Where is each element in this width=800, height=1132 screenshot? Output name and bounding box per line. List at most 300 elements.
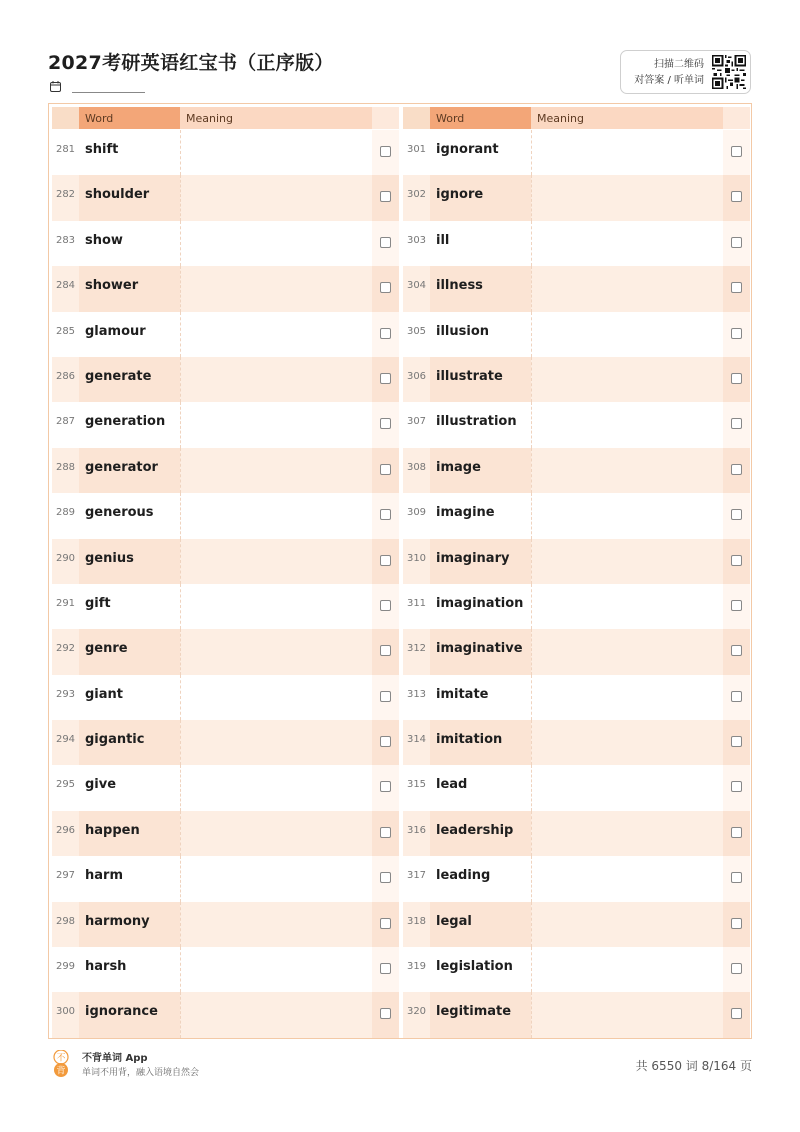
meaning-input[interactable] xyxy=(531,720,723,765)
page-title: 2027考研英语红宝书（正序版） xyxy=(48,52,334,74)
word-cell xyxy=(430,584,531,629)
word-cell xyxy=(79,266,180,311)
check-cell xyxy=(723,312,750,357)
meaning-input[interactable] xyxy=(180,448,372,493)
number-cell xyxy=(403,402,430,447)
entry-word: giant xyxy=(85,686,124,702)
entry-number: 319 xyxy=(406,961,427,973)
meaning-input[interactable] xyxy=(180,130,372,175)
meaning-input[interactable] xyxy=(180,175,372,220)
entry-number: 307 xyxy=(406,416,427,428)
entry-word: imaginative xyxy=(436,641,523,657)
entry-number: 295 xyxy=(55,779,76,791)
meaning-input[interactable] xyxy=(531,221,723,266)
meaning-input[interactable] xyxy=(180,357,372,402)
number-cell xyxy=(403,266,430,311)
entry-word: gift xyxy=(85,595,111,611)
number-cell xyxy=(403,675,430,720)
meaning-input[interactable] xyxy=(180,992,372,1037)
checkbox[interactable] xyxy=(380,691,391,702)
number-cell xyxy=(403,765,430,810)
number-cell xyxy=(52,629,79,674)
check-cell xyxy=(372,992,399,1037)
meaning-input[interactable] xyxy=(180,539,372,584)
word-cell xyxy=(430,175,531,220)
check-cell xyxy=(723,266,750,311)
number-cell xyxy=(403,130,430,175)
checkbox[interactable] xyxy=(380,1008,391,1019)
entry-word: image xyxy=(436,459,481,475)
checkbox[interactable] xyxy=(380,918,391,929)
column-header xyxy=(52,107,399,129)
calendar-icon xyxy=(50,81,61,92)
checkbox[interactable] xyxy=(731,373,742,384)
check-cell xyxy=(372,312,399,357)
number-cell xyxy=(52,221,79,266)
header-word: Word xyxy=(79,107,180,129)
word-cell xyxy=(79,130,180,175)
number-cell xyxy=(403,221,430,266)
entry-word: legislation xyxy=(436,959,513,975)
check-cell xyxy=(372,130,399,175)
meaning-input[interactable] xyxy=(531,765,723,810)
check-cell xyxy=(723,902,750,947)
word-row xyxy=(52,584,399,629)
word-row xyxy=(403,175,750,220)
meaning-input[interactable] xyxy=(531,992,723,1037)
check-cell xyxy=(723,357,750,402)
word-sheet xyxy=(48,103,752,1039)
check-cell xyxy=(723,856,750,901)
check-cell xyxy=(723,402,750,447)
checkbox[interactable] xyxy=(380,328,391,339)
meaning-input[interactable] xyxy=(180,947,372,992)
number-cell xyxy=(52,992,79,1037)
meaning-input[interactable] xyxy=(531,629,723,674)
word-cell xyxy=(430,493,531,538)
number-cell xyxy=(403,312,430,357)
entry-number: 281 xyxy=(55,144,76,155)
checkbox[interactable] xyxy=(380,464,391,475)
check-cell xyxy=(372,402,399,447)
word-row xyxy=(403,765,750,810)
entry-word: genius xyxy=(85,550,134,566)
date-field[interactable] xyxy=(72,92,145,93)
word-row xyxy=(52,130,399,175)
entry-number: 282 xyxy=(55,189,76,201)
word-row xyxy=(52,947,399,992)
number-cell xyxy=(403,539,430,584)
word-row xyxy=(52,312,399,357)
number-cell xyxy=(52,765,79,810)
checkbox[interactable] xyxy=(731,1008,742,1019)
check-cell xyxy=(723,675,750,720)
check-cell xyxy=(372,357,399,402)
checkbox[interactable] xyxy=(731,736,742,747)
meaning-input[interactable] xyxy=(531,493,723,538)
entry-word: ignorance xyxy=(85,1004,158,1020)
word-row xyxy=(403,947,750,992)
entry-word: harmony xyxy=(85,913,150,929)
entry-word: illustrate xyxy=(436,368,503,384)
meaning-input[interactable] xyxy=(531,130,723,175)
entry-number: 316 xyxy=(406,824,427,836)
word-row xyxy=(403,992,750,1037)
word-row xyxy=(52,402,399,447)
meaning-input[interactable] xyxy=(180,856,372,901)
entry-word: generous xyxy=(85,505,154,521)
entry-number: 300 xyxy=(55,1006,76,1018)
checkbox[interactable] xyxy=(380,645,391,656)
word-row xyxy=(403,720,750,765)
word-cell xyxy=(430,448,531,493)
entry-word: generation xyxy=(85,414,166,430)
number-cell xyxy=(52,175,79,220)
entry-number: 311 xyxy=(406,597,427,609)
checkbox[interactable] xyxy=(380,781,391,792)
check-cell xyxy=(372,493,399,538)
checkbox[interactable] xyxy=(731,191,742,202)
entry-number: 290 xyxy=(55,552,76,564)
check-cell xyxy=(372,765,399,810)
meaning-input[interactable] xyxy=(531,856,723,901)
checkbox[interactable] xyxy=(380,237,391,248)
number-cell xyxy=(52,130,79,175)
word-row xyxy=(52,720,399,765)
word-cell xyxy=(430,312,531,357)
checkbox[interactable] xyxy=(380,373,391,384)
entry-word: harsh xyxy=(85,959,127,975)
entry-word: leadership xyxy=(436,822,514,838)
entry-word: gigantic xyxy=(85,732,145,748)
entry-word: shoulder xyxy=(85,187,150,203)
meaning-input[interactable] xyxy=(531,402,723,447)
entry-word: illness xyxy=(436,278,483,294)
meaning-input[interactable] xyxy=(531,539,723,584)
number-cell xyxy=(52,947,79,992)
number-cell xyxy=(52,312,79,357)
word-column-left xyxy=(52,104,399,1038)
entry-word: imagination xyxy=(436,595,524,611)
checkbox[interactable] xyxy=(731,146,742,157)
number-cell xyxy=(403,357,430,402)
word-row xyxy=(52,765,399,810)
entry-word: imitation xyxy=(436,732,503,748)
checkbox[interactable] xyxy=(731,282,742,293)
word-row xyxy=(403,629,750,674)
checkbox[interactable] xyxy=(731,237,742,248)
check-cell xyxy=(372,856,399,901)
entry-word: generate xyxy=(85,368,152,384)
entry-word: imitate xyxy=(436,686,489,702)
number-cell xyxy=(403,811,430,856)
number-cell xyxy=(52,402,79,447)
checkbox[interactable] xyxy=(380,509,391,520)
word-cell xyxy=(430,947,531,992)
word-cell xyxy=(79,357,180,402)
word-row xyxy=(52,675,399,720)
check-cell xyxy=(372,175,399,220)
meaning-input[interactable] xyxy=(180,629,372,674)
number-cell xyxy=(52,266,79,311)
meaning-input[interactable] xyxy=(180,765,372,810)
meaning-input[interactable] xyxy=(180,221,372,266)
check-cell xyxy=(372,629,399,674)
word-row xyxy=(52,856,399,901)
word-cell xyxy=(79,902,180,947)
meaning-input[interactable] xyxy=(180,312,372,357)
meaning-input[interactable] xyxy=(531,448,723,493)
word-row xyxy=(52,811,399,856)
checkbox[interactable] xyxy=(731,464,742,475)
word-cell xyxy=(79,720,180,765)
meaning-input[interactable] xyxy=(531,675,723,720)
number-cell xyxy=(403,992,430,1037)
word-column-right xyxy=(403,104,750,1038)
checkbox[interactable] xyxy=(380,555,391,566)
number-cell xyxy=(52,448,79,493)
check-cell xyxy=(723,992,750,1037)
check-cell xyxy=(372,266,399,311)
entry-number: 304 xyxy=(406,280,427,292)
meaning-input[interactable] xyxy=(531,947,723,992)
word-rows-right xyxy=(403,130,750,1038)
qr-line-2: 对答案 / 听单词 xyxy=(634,75,704,86)
meaning-input[interactable] xyxy=(531,584,723,629)
word-cell xyxy=(79,448,180,493)
number-cell xyxy=(52,357,79,402)
checkbox[interactable] xyxy=(731,509,742,520)
check-cell xyxy=(372,947,399,992)
meaning-input[interactable] xyxy=(531,266,723,311)
entry-word: legal xyxy=(436,913,472,929)
check-cell xyxy=(372,902,399,947)
check-cell xyxy=(723,539,750,584)
word-row xyxy=(52,266,399,311)
entry-word: glamour xyxy=(85,323,146,339)
meaning-input[interactable] xyxy=(180,493,372,538)
entry-number: 302 xyxy=(406,189,427,201)
word-cell xyxy=(430,266,531,311)
entry-number: 299 xyxy=(55,961,76,973)
word-cell xyxy=(430,357,531,402)
word-row xyxy=(403,539,750,584)
checkbox[interactable] xyxy=(380,418,391,429)
number-cell xyxy=(403,493,430,538)
entry-number: 296 xyxy=(55,824,76,836)
entry-number: 317 xyxy=(406,870,427,882)
number-cell xyxy=(52,902,79,947)
entry-word: ignorant xyxy=(436,142,499,157)
word-row xyxy=(403,584,750,629)
entry-number: 284 xyxy=(55,280,76,292)
meaning-input[interactable] xyxy=(180,584,372,629)
entry-word: shower xyxy=(85,278,139,294)
qr-card xyxy=(620,50,751,94)
header-word: Word xyxy=(430,107,531,129)
checkbox[interactable] xyxy=(731,645,742,656)
meaning-input[interactable] xyxy=(531,312,723,357)
word-row xyxy=(403,493,750,538)
meaning-input[interactable] xyxy=(180,811,372,856)
entry-number: 301 xyxy=(406,144,427,155)
entry-number: 305 xyxy=(406,325,427,337)
checkbox[interactable] xyxy=(380,146,391,157)
number-cell xyxy=(403,584,430,629)
meaning-input[interactable] xyxy=(531,175,723,220)
word-cell xyxy=(430,992,531,1037)
checkbox[interactable] xyxy=(731,600,742,611)
entry-number: 294 xyxy=(55,734,76,746)
check-cell xyxy=(723,947,750,992)
entry-number: 297 xyxy=(55,870,76,882)
entry-word: lead xyxy=(436,777,468,793)
logo-text-top: 不 xyxy=(56,1053,66,1064)
word-cell xyxy=(430,539,531,584)
word-cell xyxy=(430,902,531,947)
check-cell xyxy=(372,675,399,720)
entry-number: 283 xyxy=(55,234,76,246)
meaning-input[interactable] xyxy=(531,811,723,856)
checkbox[interactable] xyxy=(731,963,742,974)
checkbox[interactable] xyxy=(380,872,391,883)
entry-number: 314 xyxy=(406,734,427,746)
word-cell xyxy=(79,539,180,584)
qr-code-icon[interactable] xyxy=(712,55,746,89)
checkbox[interactable] xyxy=(731,328,742,339)
word-cell xyxy=(430,675,531,720)
word-cell xyxy=(79,221,180,266)
entry-number: 306 xyxy=(406,370,427,382)
word-row xyxy=(52,175,399,220)
word-cell xyxy=(79,584,180,629)
entry-number: 291 xyxy=(55,597,76,609)
entry-word: ill xyxy=(436,232,450,248)
check-cell xyxy=(372,811,399,856)
word-cell xyxy=(430,765,531,810)
word-cell xyxy=(79,992,180,1037)
word-row xyxy=(403,402,750,447)
word-row xyxy=(403,312,750,357)
check-cell xyxy=(723,130,750,175)
number-cell xyxy=(403,448,430,493)
checkbox[interactable] xyxy=(731,691,742,702)
checkbox[interactable] xyxy=(731,827,742,838)
entry-number: 303 xyxy=(406,234,427,246)
app-name: 不背单词 App xyxy=(82,1053,148,1064)
app-slogan: 单词不用背，融入语境自然会 xyxy=(82,1068,200,1078)
check-cell xyxy=(372,584,399,629)
meaning-input[interactable] xyxy=(531,902,723,947)
entry-word: harm xyxy=(85,868,123,884)
word-row xyxy=(403,811,750,856)
checkbox[interactable] xyxy=(380,600,391,611)
word-cell xyxy=(430,720,531,765)
checkbox[interactable] xyxy=(731,555,742,566)
entry-number: 285 xyxy=(55,325,76,337)
checkbox[interactable] xyxy=(380,963,391,974)
page-info: 共 6550 词 8/164 页 xyxy=(635,1059,752,1073)
entry-number: 289 xyxy=(55,507,76,519)
header-check-cell xyxy=(372,107,399,129)
number-cell xyxy=(403,720,430,765)
number-cell xyxy=(403,902,430,947)
word-cell xyxy=(79,402,180,447)
word-cell xyxy=(79,629,180,674)
word-rows-left xyxy=(52,130,399,1038)
entry-number: 288 xyxy=(55,461,76,473)
entry-number: 293 xyxy=(55,688,76,700)
number-cell xyxy=(403,856,430,901)
entry-number: 286 xyxy=(55,370,76,382)
meaning-input[interactable] xyxy=(180,675,372,720)
word-row xyxy=(403,357,750,402)
word-row xyxy=(403,266,750,311)
entry-word: illustration xyxy=(436,414,517,430)
checkbox[interactable] xyxy=(731,872,742,883)
word-cell xyxy=(430,130,531,175)
header-number-cell xyxy=(403,107,430,129)
checkbox[interactable] xyxy=(380,191,391,202)
entry-word: ignore xyxy=(436,187,484,203)
word-row xyxy=(52,493,399,538)
meaning-input[interactable] xyxy=(180,402,372,447)
checkbox[interactable] xyxy=(380,827,391,838)
checkbox[interactable] xyxy=(380,736,391,747)
word-row xyxy=(52,357,399,402)
entry-word: imagine xyxy=(436,505,495,521)
entry-number: 308 xyxy=(406,461,427,473)
entry-word: show xyxy=(85,232,123,248)
meaning-input[interactable] xyxy=(180,902,372,947)
meaning-input[interactable] xyxy=(531,357,723,402)
checkbox[interactable] xyxy=(731,918,742,929)
number-cell xyxy=(403,947,430,992)
entry-number: 315 xyxy=(406,779,427,791)
check-cell xyxy=(723,720,750,765)
entry-number: 320 xyxy=(406,1006,427,1018)
meaning-input[interactable] xyxy=(180,266,372,311)
word-cell xyxy=(430,221,531,266)
word-cell xyxy=(79,947,180,992)
entry-number: 298 xyxy=(55,915,76,927)
checkbox[interactable] xyxy=(380,282,391,293)
entry-word: shift xyxy=(85,142,119,157)
entry-word: genre xyxy=(85,641,128,657)
check-cell xyxy=(372,720,399,765)
qr-caption xyxy=(634,57,704,89)
word-row xyxy=(403,448,750,493)
word-cell xyxy=(430,629,531,674)
meaning-input[interactable] xyxy=(180,720,372,765)
header-meaning: Meaning xyxy=(531,107,723,129)
word-cell xyxy=(79,811,180,856)
entry-number: 313 xyxy=(406,688,427,700)
check-cell xyxy=(723,629,750,674)
checkbox[interactable] xyxy=(731,418,742,429)
entry-word: generator xyxy=(85,459,158,475)
header-meaning: Meaning xyxy=(180,107,372,129)
qr-line-1: 扫描二维码 xyxy=(654,59,704,70)
check-cell xyxy=(372,448,399,493)
check-cell xyxy=(723,584,750,629)
check-cell xyxy=(723,175,750,220)
check-cell xyxy=(372,221,399,266)
entry-word: happen xyxy=(85,822,140,838)
entry-word: illusion xyxy=(436,323,490,339)
word-row xyxy=(52,992,399,1037)
checkbox[interactable] xyxy=(731,781,742,792)
